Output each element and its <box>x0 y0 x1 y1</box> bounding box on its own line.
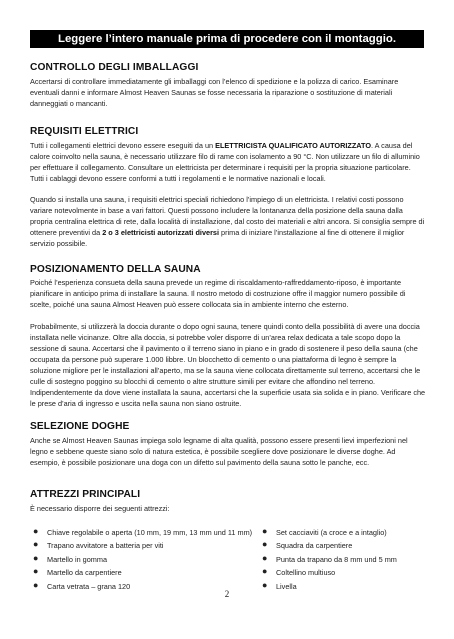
section-text-tools-intro: È necessario disporre dei seguenti attrezzi: <box>30 504 170 513</box>
tool-label: Trapano avvitatore a batteria per viti <box>47 541 164 551</box>
bullet-icon: ● <box>33 526 39 536</box>
tool-label: Squadra da carpentiere <box>276 541 353 551</box>
bullet-icon: ● <box>262 566 268 577</box>
tools-list-right <box>262 526 427 593</box>
tool-label: Carta vetrata – grana 120 <box>47 581 131 591</box>
tool-label: Coltellino multiuso <box>276 568 336 578</box>
list-item <box>33 553 263 566</box>
electrical-text-1a: Tutti i collegamenti elettrici devono essere eseguiti da un <box>30 141 216 150</box>
section-title-electrical: REQUISITI ELETTRICI <box>30 126 139 137</box>
electrical-text-2b-bold: 2 o 3 elettricisti autorizzati diversi <box>102 228 219 237</box>
bullet-icon: ● <box>262 552 268 563</box>
list-item <box>262 566 427 579</box>
electrical-text-1b-bold: ELETTRICISTA QUALIFICATO AUTORIZZATO <box>215 141 372 150</box>
manual-warning-banner: Leggere l’intero manuale prima di procedere con il montaggio. <box>30 30 424 48</box>
tool-label: Set cacciaviti (a croce e a intaglio) <box>276 528 387 537</box>
bullet-icon: ● <box>262 539 268 550</box>
section-text-placement-2: Probabilmente, si utilizzerà la doccia durante o dopo ogni sauna, tenere quindi conto della possibilità di avere una doccia installata nelle vicinanze. Oltre alla doccia, si potrebbe voler disporre di un’area relax dedicata a tale scopo dopo la sessione di sauna. Accertarsi che il pavimento o il terreno siano in piano e in grado di sostenere il peso della sauna (che occupata da persone può superare 1.000 libbre. Un blocchetto di cemento o una piattaforma di legno è sempre la soluzione migliore per le installazioni all’aperto, ma se la sauna viene collocata direttamente sul terreno, accertarsi che le culle di sostegno poggino su blocchi di cemento o altre strutture simili per evitare che affondino nel terreno. Indipendentemente da dove viene installata la sauna, accertarsi che la superficie usata sia solida e in piano. Verificare che le prese d’aria di ingresso e uscita nella sauna non siano ostruite. <box>30 322 426 408</box>
section-title-packaging: CONTROLLO DEGLI IMBALLAGGI <box>30 62 199 73</box>
page-number: 2 <box>224 589 230 599</box>
bullet-icon: ● <box>262 526 268 536</box>
section-text-boards: Anche se Almost Heaven Saunas impiega solo legname di alta qualità, possono essere presenti lievi imperfezioni nel legno e sebbene queste siano solo di natura estetica, è possibile scegliere dove posizionare le diverse doghe. Ad esempio, è possibile posizionare una doga con un difetto sul pavimento della sauna sotto le panche, ecc. <box>30 436 408 467</box>
section-text-packaging: Accertarsi di controllare immediatamente gli imballaggi con l’elenco di spedizione e la polizza di carico. Esaminare eventuali danni e informare Almost Heaven Saunas se fosse necessaria la riparazione o sostituzione di materiali danneggiati o mancanti. <box>30 77 399 108</box>
electrical-text-2c: prima di iniziare l’installazione al fine di ottenere il miglior servizio possibile. <box>30 228 405 248</box>
bullet-icon: ● <box>33 539 39 550</box>
section-title-tools: ATTREZZI PRINCIPALI <box>30 489 141 500</box>
electrical-text-2a: Quando si installa una sauna, i requisiti elettrici speciali richiedono l’impiego di un elettricista. I relativi costi possono variare notevolmente in base a vari fattori. Questi possono includere la lontananza della posizione della sauna dalla propria centralina elettrica di rete, dalla località di installazione, dal costo dei materiali e altri ancora. Si consiglia sempre di ottenere preventivi da <box>30 195 425 237</box>
electrical-text-1c: . A causa del calore coinvolto nella sauna, è necessario utilizzare filo di rame con isolamento a 90 °C. Non utilizzare un filo di alluminio per effettuare il collegamento. Consultare un elettricista per determinare i requisiti per la propria situazione particolare. Tutti i cablaggi devono essere conformi a tutti i regolamenti e le normative nazionali e locali. <box>30 141 420 183</box>
section-text-placement-1: Poiché l’esperienza consueta della sauna prevede un regime di riscaldamento-raffreddamento-riposo, è importante pianificare in anticipo prima di installare la sauna. Il nostro metodo di costruzione offre il maggior numero possibile di scelte, poiché una sauna Almost Heaven può essere collocata sia in ambiente interno che esterno. <box>30 278 406 309</box>
tools-list-left <box>33 526 263 593</box>
list-item <box>262 553 427 566</box>
section-text-electrical-1 <box>30 140 426 184</box>
tool-label: Punta da trapano da 8 mm und 5 mm <box>276 554 397 564</box>
section-title-placement: POSIZIONAMENTO DELLA SAUNA <box>30 264 201 275</box>
list-item <box>262 539 427 552</box>
section-text-electrical-2 <box>30 194 426 249</box>
list-item <box>33 539 263 552</box>
tool-label: Livella <box>276 581 297 591</box>
list-item <box>33 526 263 539</box>
tool-label: Martello da carpentiere <box>47 568 122 578</box>
list-item <box>33 566 263 579</box>
bullet-icon: ● <box>33 579 39 590</box>
bullet-icon: ● <box>262 579 268 590</box>
list-item <box>262 526 427 539</box>
bullet-icon: ● <box>33 552 39 563</box>
bullet-icon: ● <box>33 566 39 577</box>
tool-label: Martello in gomma <box>47 554 108 564</box>
section-title-boards: SELEZIONE DOGHE <box>30 421 130 432</box>
tool-label: Chiave regolabile o aperta (10 mm, 19 mm, 13 mm und 11 mm) <box>47 528 253 537</box>
